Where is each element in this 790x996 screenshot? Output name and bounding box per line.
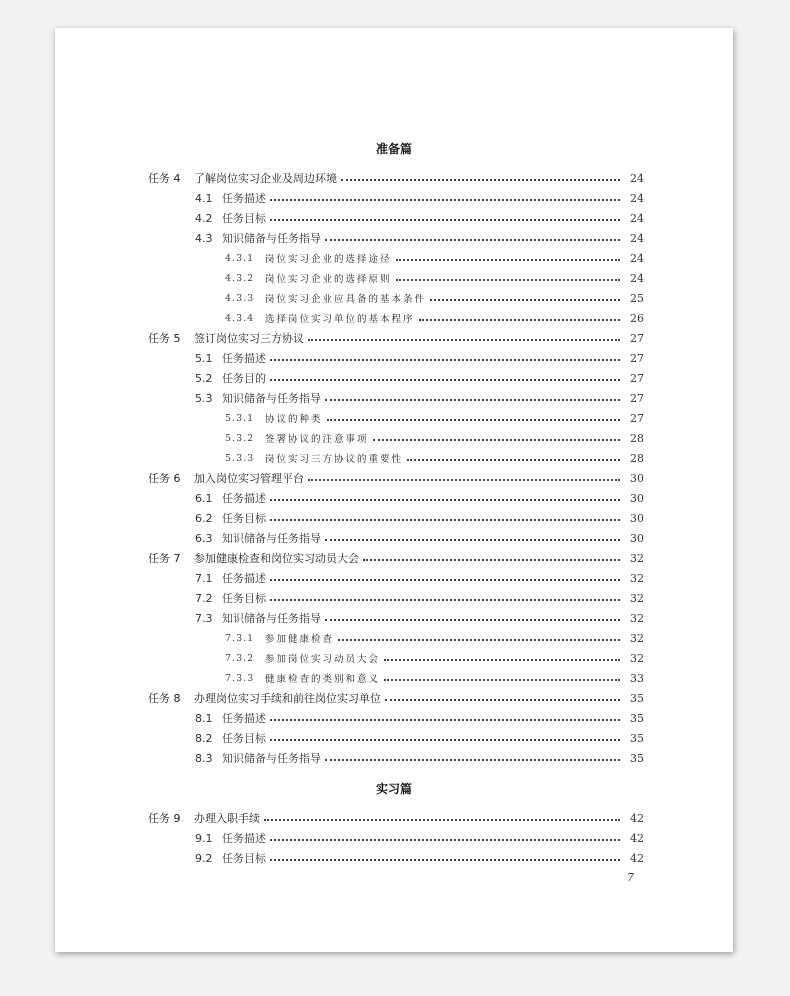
toc-entry[interactable]: [148, 548, 644, 568]
toc-entry[interactable]: [148, 648, 644, 668]
entry-title: 任务目标: [222, 592, 266, 605]
entry-page: 32: [630, 631, 644, 645]
entry-page: 27: [630, 351, 644, 365]
entry-title: 任务目标: [222, 512, 266, 525]
toc-entry[interactable]: [148, 808, 644, 828]
toc-entry[interactable]: [148, 428, 644, 448]
dot-leader: [327, 419, 620, 421]
entry-number: 6.2: [195, 511, 213, 525]
dot-leader: [396, 279, 620, 281]
dot-leader: [270, 219, 620, 221]
entry-number: 8.2: [195, 731, 213, 745]
entry-page: 27: [630, 411, 644, 425]
entry-title: 加入岗位实习管理平台: [194, 472, 304, 485]
entry-number: 任务 9: [148, 812, 181, 825]
toc-entry[interactable]: [148, 368, 644, 388]
section-title-preparation: 准备篇: [375, 142, 412, 156]
entry-number: 6.1: [195, 491, 213, 505]
entry-page: 32: [630, 571, 644, 585]
toc-entry[interactable]: [148, 668, 644, 688]
dot-leader: [270, 359, 620, 361]
entry-title: 知识储备与任务指导: [222, 612, 321, 625]
dot-leader: [270, 599, 620, 601]
toc-entry[interactable]: [148, 408, 644, 428]
page-number: 7: [627, 871, 634, 884]
dot-leader: [363, 559, 620, 561]
entry-number: 9.1: [195, 831, 213, 845]
dot-leader: [308, 479, 620, 481]
toc-entry[interactable]: [148, 168, 644, 188]
entry-title: 任务目标: [222, 212, 266, 225]
entry-page: 27: [630, 391, 644, 405]
entry-page: 35: [630, 731, 644, 745]
entry-number: 5.3: [195, 391, 213, 405]
entry-title: 任务描述: [222, 492, 266, 505]
entry-page: 32: [630, 611, 644, 625]
entry-number: 4.3.4: [225, 312, 255, 324]
toc-entry[interactable]: [148, 828, 644, 848]
toc-entry[interactable]: [148, 448, 644, 468]
toc-entry[interactable]: [148, 748, 644, 768]
dot-leader: [384, 679, 620, 681]
entry-number: 7.2: [195, 591, 213, 605]
dot-leader: [270, 579, 620, 581]
toc-entry[interactable]: [148, 728, 644, 748]
toc-entry[interactable]: [148, 208, 644, 228]
dot-leader: [338, 639, 620, 641]
dot-leader: [396, 259, 620, 261]
entry-title: 知识储备与任务指导: [222, 392, 321, 405]
entry-page: 35: [630, 691, 644, 705]
entry-page: 24: [630, 191, 644, 205]
dot-leader: [264, 819, 620, 821]
entry-number: 任务 7: [148, 552, 181, 565]
dot-leader: [325, 759, 620, 761]
entry-page: 42: [630, 831, 644, 845]
entry-title: 岗位实习企业的选择途径: [265, 254, 392, 265]
entry-title: 参加健康检查: [265, 634, 335, 645]
entry-page: 42: [630, 811, 644, 825]
toc-entry[interactable]: [148, 488, 644, 508]
dot-leader: [325, 239, 620, 241]
entry-number: 5.1: [195, 351, 213, 365]
toc-entry[interactable]: [148, 248, 644, 268]
entry-number: 8.3: [195, 751, 213, 765]
entry-page: 30: [630, 491, 644, 505]
entry-title: 知识储备与任务指导: [222, 752, 321, 765]
toc-entry[interactable]: [148, 508, 644, 528]
entry-page: 30: [630, 511, 644, 525]
entry-number: 5.3.2: [225, 432, 255, 444]
dot-leader: [373, 439, 620, 441]
dot-leader: [385, 699, 620, 701]
dot-leader: [270, 839, 620, 841]
entry-number: 7.3.2: [225, 652, 255, 664]
entry-page: 27: [630, 331, 644, 345]
entry-title: 任务目标: [222, 852, 266, 865]
entry-number: 5.2: [195, 371, 213, 385]
entry-page: 35: [630, 711, 644, 725]
entry-page: 28: [630, 431, 644, 445]
entry-title: 知识储备与任务指导: [222, 532, 321, 545]
entry-number: 4.3.3: [225, 292, 255, 304]
entry-number: 任务 6: [148, 472, 181, 485]
toc-entry[interactable]: [148, 288, 644, 308]
entry-number: 4.3.1: [225, 252, 255, 264]
dot-leader: [308, 339, 620, 341]
dot-leader: [341, 179, 620, 181]
entry-page: 24: [630, 231, 644, 245]
toc-entry[interactable]: [148, 528, 644, 548]
toc-entry[interactable]: [148, 188, 644, 208]
entry-page: 30: [630, 471, 644, 485]
dot-leader: [270, 719, 620, 721]
entry-number: 5.3.3: [225, 452, 255, 464]
entry-title: 任务描述: [222, 712, 266, 725]
dot-leader: [270, 199, 620, 201]
entry-page: 30: [630, 531, 644, 545]
dot-leader: [270, 859, 620, 861]
dot-leader: [270, 519, 620, 521]
entry-title: 任务描述: [222, 352, 266, 365]
toc-entry[interactable]: [148, 588, 644, 608]
entry-number: 6.3: [195, 531, 213, 545]
entry-title: 知识储备与任务指导: [222, 232, 321, 245]
toc-section-internship: [148, 808, 644, 868]
entry-page: 24: [630, 211, 644, 225]
entry-number: 4.2: [195, 211, 213, 225]
dot-leader: [325, 399, 620, 401]
entry-page: 32: [630, 591, 644, 605]
entry-number: 4.3.2: [225, 272, 255, 284]
entry-title: 任务描述: [222, 832, 266, 845]
entry-number: 7.3.3: [225, 672, 255, 684]
toc-entry[interactable]: [148, 468, 644, 488]
entry-number: 8.1: [195, 711, 213, 725]
entry-page: 27: [630, 371, 644, 385]
entry-title: 任务描述: [222, 192, 266, 205]
entry-page: 24: [630, 171, 644, 185]
toc-entry[interactable]: [148, 628, 644, 648]
toc-entry[interactable]: [148, 708, 644, 728]
entry-title: 了解岗位实习企业及周边环境: [194, 172, 337, 185]
entry-title: 签订岗位实习三方协议: [194, 332, 304, 345]
entry-page: 25: [630, 291, 644, 305]
toc-entry[interactable]: [148, 348, 644, 368]
toc-entry[interactable]: [148, 328, 644, 348]
entry-title: 签署协议的注意事项: [265, 434, 369, 445]
entry-number: 9.2: [195, 851, 213, 865]
dot-leader: [325, 539, 620, 541]
entry-number: 任务 5: [148, 332, 181, 345]
toc-entry[interactable]: [148, 268, 644, 288]
dot-leader: [270, 739, 620, 741]
entry-title: 参加岗位实习动员大会: [265, 654, 381, 665]
dot-leader: [325, 619, 620, 621]
entry-number: 4.1: [195, 191, 213, 205]
entry-title: 任务目标: [222, 732, 266, 745]
toc-entry[interactable]: [148, 308, 644, 328]
entry-title: 任务描述: [222, 572, 266, 585]
entry-number: 4.3: [195, 231, 213, 245]
entry-page: 24: [630, 251, 644, 265]
dot-leader: [270, 379, 620, 381]
entry-number: 7.3.1: [225, 632, 255, 644]
entry-title: 岗位实习三方协议的重要性: [265, 454, 404, 465]
toc-entry[interactable]: [148, 688, 644, 708]
entry-title: 参加健康检查和岗位实习动员大会: [194, 552, 359, 565]
entry-title: 岗位实习企业应具备的基本条件: [265, 294, 427, 305]
document-page: [55, 28, 733, 952]
entry-page: 33: [630, 671, 644, 685]
dot-leader: [384, 659, 620, 661]
entry-title: 岗位实习企业的选择原则: [265, 274, 392, 285]
entry-title: 健康检查的类别和意义: [265, 674, 381, 685]
entry-page: 28: [630, 451, 644, 465]
entry-title: 协议的种类: [265, 414, 323, 425]
entry-page: 24: [630, 271, 644, 285]
dot-leader: [430, 299, 620, 301]
entry-page: 32: [630, 651, 644, 665]
entry-page: 26: [630, 311, 644, 325]
entry-number: 7.1: [195, 571, 213, 585]
toc-section-preparation: [148, 168, 644, 768]
toc-entry[interactable]: [148, 608, 644, 628]
toc-entry[interactable]: [148, 848, 644, 868]
entry-title: 办理入职手续: [194, 812, 260, 825]
entry-number: 7.3: [195, 611, 213, 625]
entry-title: 选择岗位实习单位的基本程序: [265, 314, 415, 325]
entry-number: 5.3.1: [225, 412, 255, 424]
toc-entry[interactable]: [148, 568, 644, 588]
dot-leader: [270, 499, 620, 501]
toc-entry[interactable]: [148, 388, 644, 408]
entry-title: 办理岗位实习手续和前往岗位实习单位: [194, 692, 381, 705]
entry-number: 任务 8: [148, 692, 181, 705]
dot-leader: [419, 319, 620, 321]
entry-title: 任务目的: [222, 372, 266, 385]
entry-page: 35: [630, 751, 644, 765]
dot-leader: [407, 459, 620, 461]
toc-entry[interactable]: [148, 228, 644, 248]
entry-page: 32: [630, 551, 644, 565]
entry-page: 42: [630, 851, 644, 865]
entry-number: 任务 4: [148, 172, 181, 185]
section-title-internship: 实习篇: [375, 782, 412, 796]
